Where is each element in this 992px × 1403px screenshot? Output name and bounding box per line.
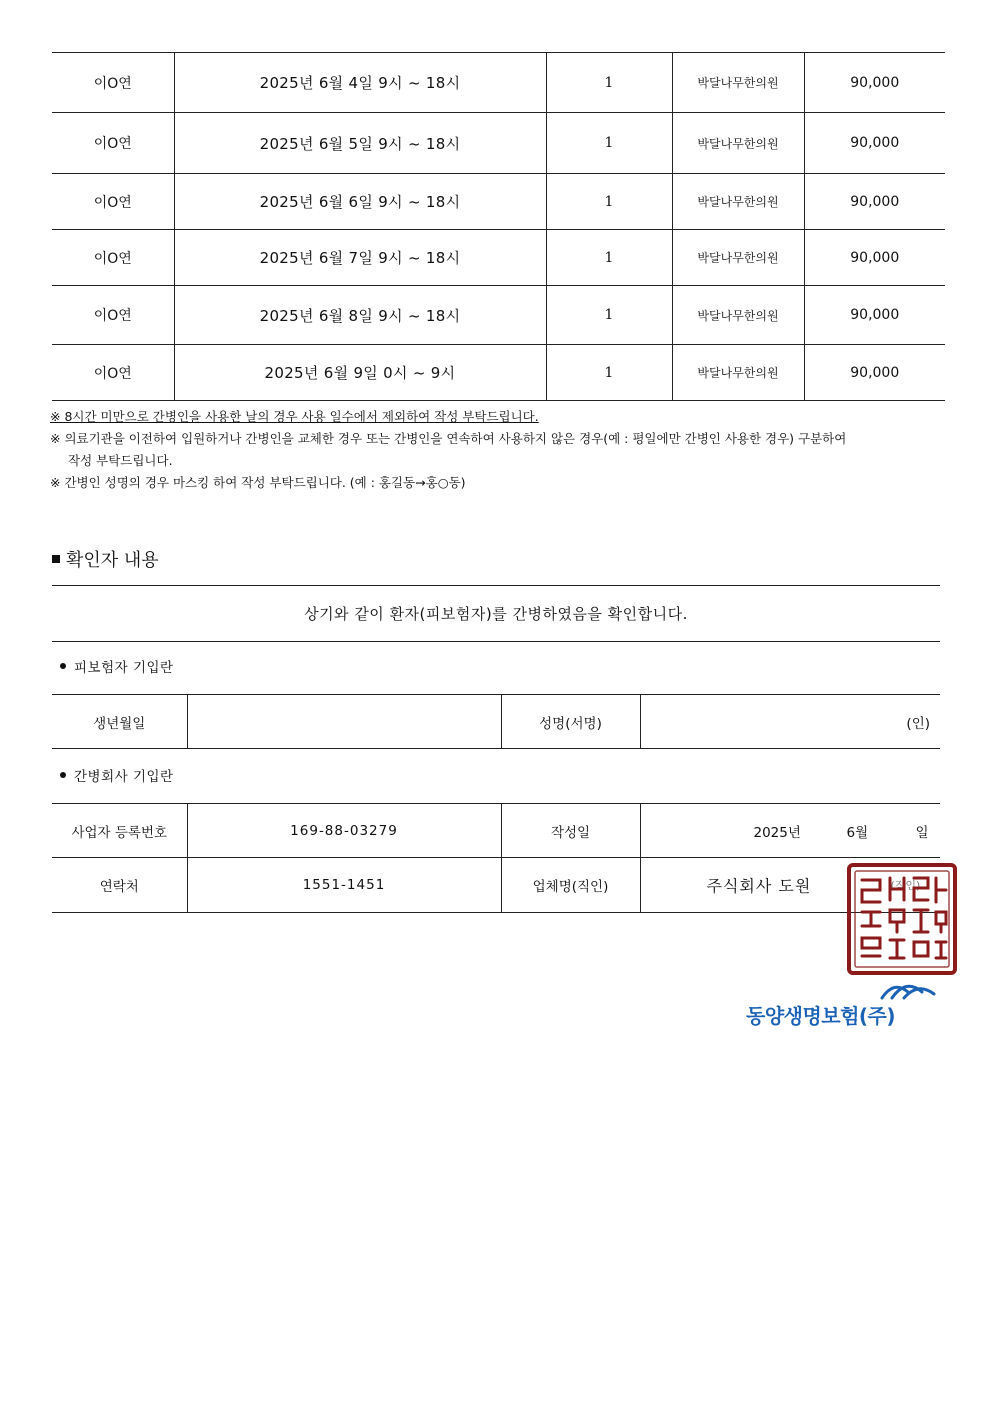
care-days: 1 xyxy=(546,53,672,113)
table-row xyxy=(52,804,940,858)
caregiver-name: 이O연 xyxy=(52,113,174,174)
company-heading-text: 간병회사 기입란 xyxy=(74,769,174,785)
hospital-name: 박달나무한의원 xyxy=(672,286,804,345)
company-name-label: 업체명(직인) xyxy=(501,858,640,913)
care-days: 1 xyxy=(546,113,672,174)
section-title xyxy=(52,546,159,572)
notes xyxy=(50,406,950,494)
date-day: 일 xyxy=(915,824,929,841)
care-period: 2025년 6월 6일 9시 ~ 18시 xyxy=(174,174,546,230)
insured-heading xyxy=(60,656,174,676)
care-days: 1 xyxy=(546,286,672,345)
table-row xyxy=(52,286,945,345)
birth-date-field[interactable] xyxy=(187,695,501,749)
hospital-name: 박달나무한의원 xyxy=(672,174,804,230)
contact-label: 연락처 xyxy=(52,858,187,913)
company-heading xyxy=(60,765,174,785)
caregiver-name: 이O연 xyxy=(52,345,174,401)
signature-field[interactable] xyxy=(640,695,940,749)
care-period: 2025년 6월 7일 9시 ~ 18시 xyxy=(174,230,546,286)
caregiver-table xyxy=(52,52,945,401)
table-row xyxy=(52,53,945,113)
company-seal-mark: (직인) xyxy=(890,879,921,892)
table-row xyxy=(52,230,945,286)
confirmation-statement: 상기와 같이 환자(피보험자)를 간병하였음을 확인합니다. xyxy=(52,585,940,642)
insured-form xyxy=(52,694,940,749)
note-separate-entries: ※ 의료기관을 이전하여 입원하거나 간병인을 교체한 경우 또는 간병인을 연속하여 사용하지 않은 경우(예 : 평일에만 간병인 사용한 경우) 구분하여 xyxy=(50,431,847,446)
care-amount: 90,000 xyxy=(804,345,945,401)
table-row xyxy=(52,174,945,230)
care-amount: 90,000 xyxy=(804,53,945,113)
insured-heading-text: 피보험자 기입란 xyxy=(74,660,174,676)
brand-name: 동양생명보험(주) xyxy=(746,1004,896,1028)
note-under-8-hours: ※ 8시간 미만으로 간병인을 사용한 날의 경우 사용 일수에서 제외하여 작성 부탁드립니다. xyxy=(50,409,539,424)
care-amount: 90,000 xyxy=(804,230,945,286)
contact-value: 1551-1451 xyxy=(187,858,501,913)
wave-logo-icon xyxy=(878,978,938,1000)
signature-name-label: 성명(서명) xyxy=(501,695,640,749)
bullet-icon xyxy=(60,663,66,669)
care-amount: 90,000 xyxy=(804,174,945,230)
table-row xyxy=(52,858,940,913)
care-days: 1 xyxy=(546,174,672,230)
caregiver-name: 이O연 xyxy=(52,286,174,345)
section-title-text: 확인자 내용 xyxy=(66,550,159,571)
note-separate-entries-cont: 작성 부탁드립니다. xyxy=(68,453,173,468)
table-row xyxy=(52,113,945,174)
care-period: 2025년 6월 4일 9시 ~ 18시 xyxy=(174,53,546,113)
note-masking: ※ 간병인 성명의 경우 마스킹 하여 작성 부탁드립니다. (예 : 홍길동→홍○동) xyxy=(50,475,466,490)
business-reg-label: 사업자 등록번호 xyxy=(52,804,187,858)
care-days: 1 xyxy=(546,230,672,286)
brand-logo xyxy=(746,978,936,1030)
caregiver-name: 이O연 xyxy=(52,53,174,113)
birth-date-label: 생년월일 xyxy=(52,695,187,749)
care-amount: 90,000 xyxy=(804,113,945,174)
caregiver-name: 이O연 xyxy=(52,230,174,286)
business-reg-value: 169-88-03279 xyxy=(187,804,501,858)
bullet-icon xyxy=(60,772,66,778)
company-seal-stamp xyxy=(846,862,958,976)
written-date-field xyxy=(640,804,940,858)
care-period: 2025년 6월 8일 9시 ~ 18시 xyxy=(174,286,546,345)
date-year: 2025년 xyxy=(753,824,801,841)
company-name-value: 주식회사 도원 xyxy=(706,876,812,896)
table-row xyxy=(52,345,945,401)
care-amount: 90,000 xyxy=(804,286,945,345)
date-month: 6월 xyxy=(846,824,869,841)
caregiver-name: 이O연 xyxy=(52,174,174,230)
square-bullet-icon xyxy=(52,555,60,563)
care-days: 1 xyxy=(546,345,672,401)
hospital-name: 박달나무한의원 xyxy=(672,345,804,401)
seal-mark: (인) xyxy=(906,715,930,732)
hospital-name: 박달나무한의원 xyxy=(672,230,804,286)
care-period: 2025년 6월 9일 0시 ~ 9시 xyxy=(174,345,546,401)
written-date-label: 작성일 xyxy=(501,804,640,858)
care-period: 2025년 6월 5일 9시 ~ 18시 xyxy=(174,113,546,174)
company-form xyxy=(52,803,940,913)
table-row xyxy=(52,695,940,749)
hospital-name: 박달나무한의원 xyxy=(672,113,804,174)
hospital-name: 박달나무한의원 xyxy=(672,53,804,113)
